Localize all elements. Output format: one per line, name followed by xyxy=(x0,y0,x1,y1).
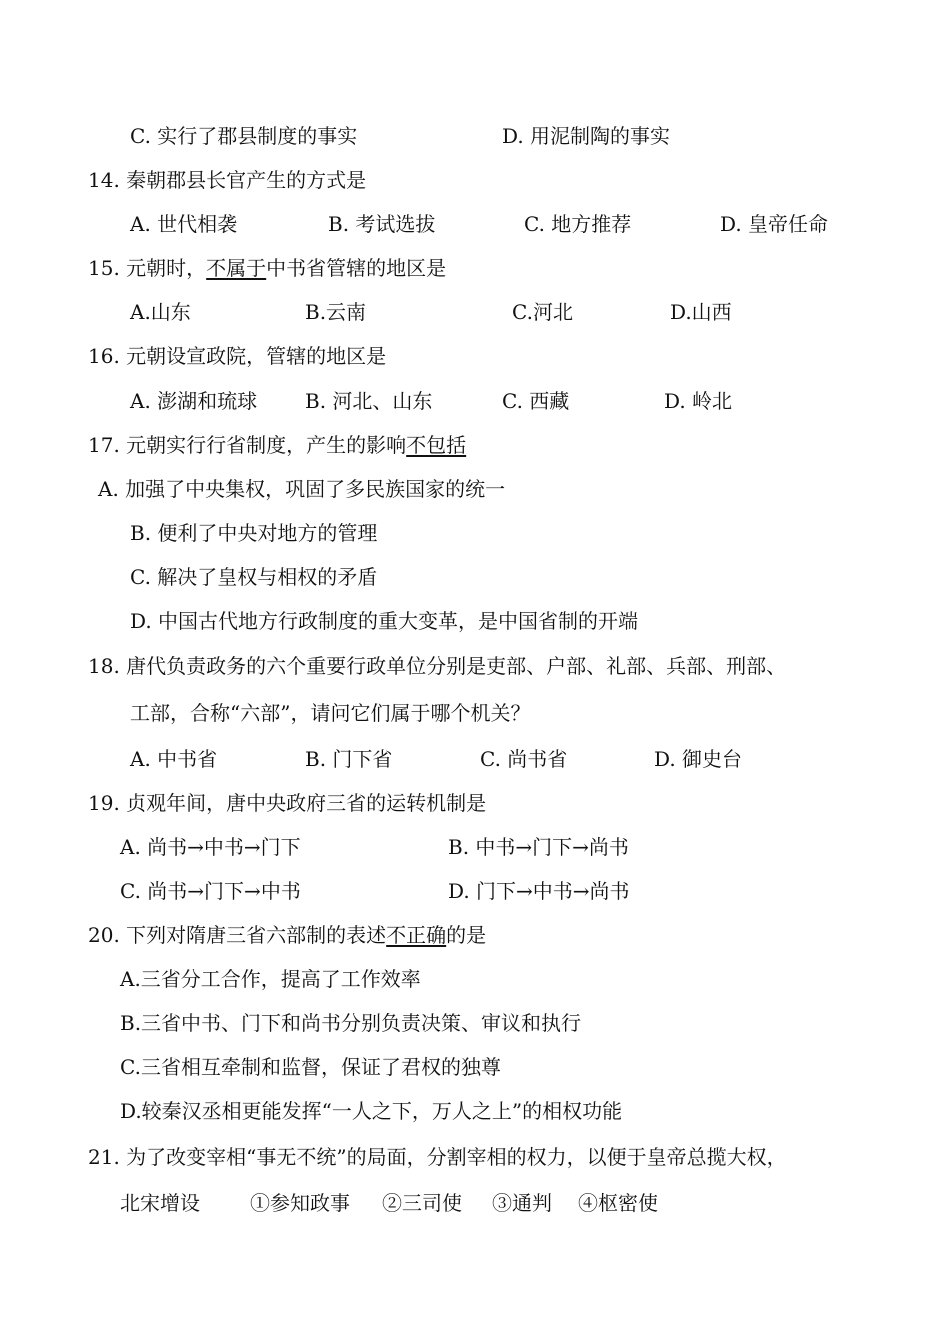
q18-stem-line1: 18. 唐代负责政务的六个重要行政单位分别是吏部、户部、礼部、兵部、刑部、 xyxy=(88,654,787,678)
q20-stem-underline: 不正确 xyxy=(386,923,447,947)
q19-option-a: A. 尚书→中书→门下 xyxy=(120,835,301,859)
q15-stem-underline: 不属于 xyxy=(206,256,267,280)
q21-item-1: ①参知政事 xyxy=(250,1191,350,1215)
q13-option-c: C. 实行了郡县制度的事实 xyxy=(130,124,358,148)
q21-stem-line2: 北宋增设 xyxy=(120,1191,200,1215)
q18-option-d: D. 御史台 xyxy=(654,747,743,771)
q21-item-4: ④枢密使 xyxy=(578,1191,658,1215)
q15-stem xyxy=(88,256,446,280)
q17-stem-pre: 17. 元朝实行行省制度，产生的影响 xyxy=(88,433,407,457)
q15-option-c: C.河北 xyxy=(512,300,573,324)
q17-stem-underline: 不包括 xyxy=(406,433,467,457)
q20-stem-post: 的是 xyxy=(446,923,487,947)
q15-option-a: A.山东 xyxy=(130,300,191,324)
q20-option-d: D.较秦汉丞相更能发挥“一人之下，万人之上”的相权功能 xyxy=(120,1099,623,1123)
q15-option-b: B.云南 xyxy=(305,300,367,324)
q16-option-d: D. 岭北 xyxy=(664,389,733,413)
q20-option-c: C.三省相互牵制和监督，保证了君权的独尊 xyxy=(120,1055,501,1079)
q17-option-c: C. 解决了皇权与相权的矛盾 xyxy=(130,565,378,589)
q19-option-c: C. 尚书→门下→中书 xyxy=(120,879,301,903)
q19-option-b: B. 中书→门下→尚书 xyxy=(448,835,629,859)
q13-option-d: D. 用泥制陶的事实 xyxy=(502,124,671,148)
q20-stem xyxy=(88,923,486,947)
q14-option-c: C. 地方推荐 xyxy=(524,212,632,236)
q19-stem: 19. 贞观年间，唐中央政府三省的运转机制是 xyxy=(88,791,487,815)
q17-option-d: D. 中国古代地方行政制度的重大变革，是中国省制的开端 xyxy=(130,609,639,633)
q18-option-b: B. 门下省 xyxy=(305,747,393,771)
q21-item-3: ③通判 xyxy=(492,1191,552,1215)
q15-stem-pre: 15. 元朝时， xyxy=(88,256,207,280)
q15-option-d: D.山西 xyxy=(670,300,732,324)
q16-option-c: C. 西藏 xyxy=(502,389,570,413)
q17-stem xyxy=(88,433,466,457)
q18-stem-line2: 工部，合称“六部”，请问它们属于哪个机关？ xyxy=(130,701,531,725)
q20-option-b: B.三省中书、门下和尚书分别负责决策、审议和执行 xyxy=(120,1011,582,1035)
q19-option-d: D. 门下→中书→尚书 xyxy=(448,879,630,903)
q14-option-a: A. 世代相袭 xyxy=(130,212,238,236)
q20-option-a: A.三省分工合作，提高了工作效率 xyxy=(120,967,421,991)
q14-option-d: D. 皇帝任命 xyxy=(720,212,829,236)
q15-stem-post: 中书省管辖的地区是 xyxy=(266,256,447,280)
q18-option-c: C. 尚书省 xyxy=(480,747,568,771)
q18-option-a: A. 中书省 xyxy=(130,747,218,771)
q21-item-2: ②三司使 xyxy=(382,1191,462,1215)
q20-stem-pre: 20. 下列对隋唐三省六部制的表述 xyxy=(88,923,387,947)
q16-option-b: B. 河北、山东 xyxy=(305,389,433,413)
q21-stem-line1: 21. 为了改变宰相“事无不统”的局面，分割宰相的权力，以便于皇帝总揽大权， xyxy=(88,1145,787,1169)
q14-stem: 14. 秦朝郡县长官产生的方式是 xyxy=(88,168,367,192)
q16-stem: 16. 元朝设宣政院，管辖的地区是 xyxy=(88,344,387,368)
q16-option-a: A. 澎湖和琉球 xyxy=(130,389,258,413)
q14-option-b: B. 考试选拔 xyxy=(328,212,436,236)
q17-option-b: B. 便利了中央对地方的管理 xyxy=(130,521,378,545)
q17-option-a: A. 加强了中央集权，巩固了多民族国家的统一 xyxy=(98,477,506,501)
